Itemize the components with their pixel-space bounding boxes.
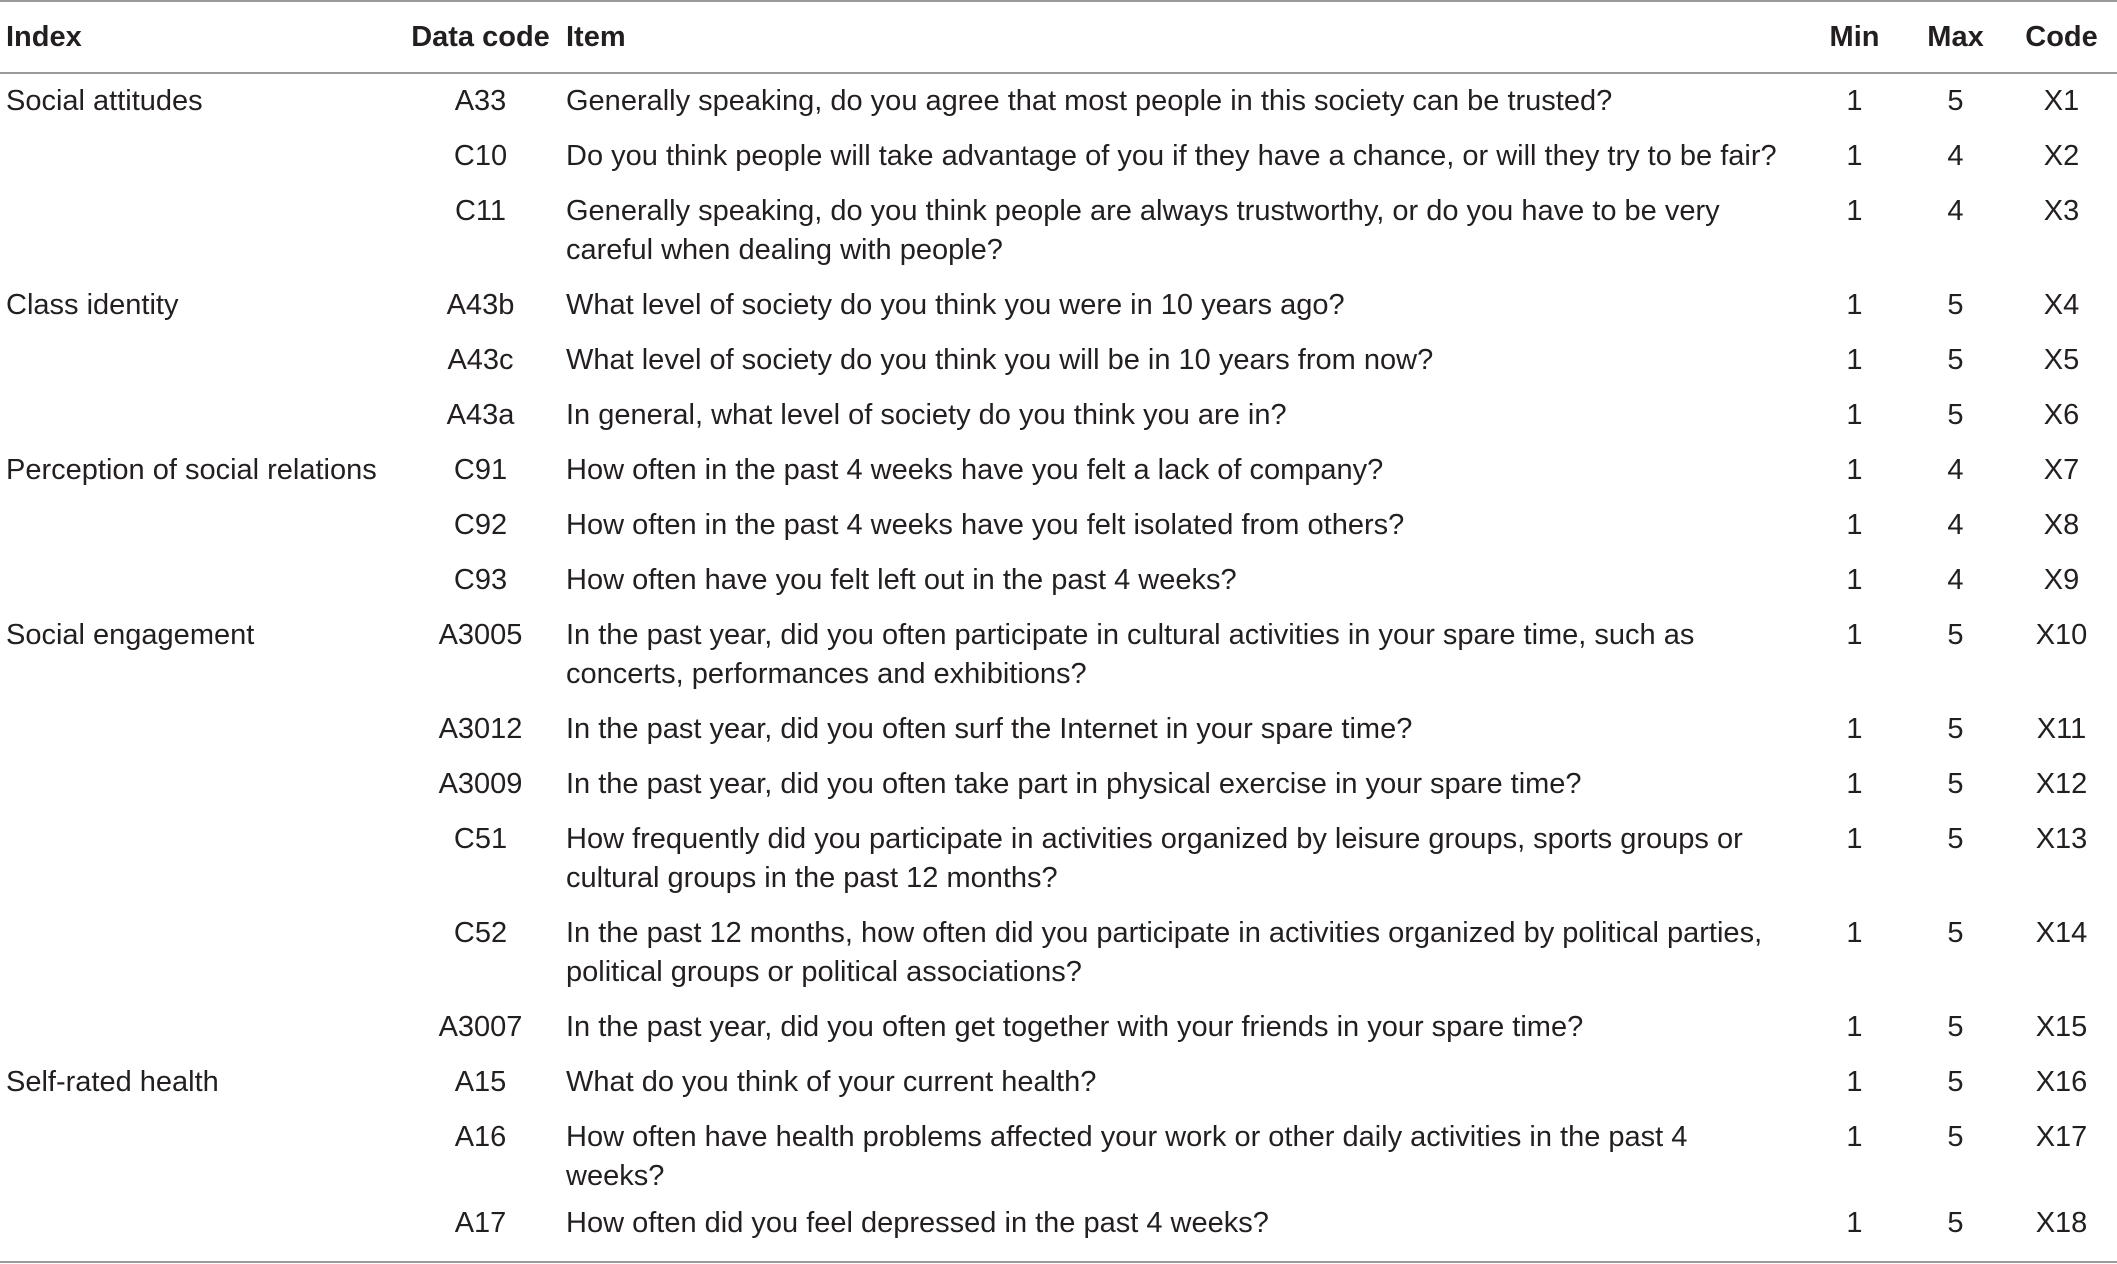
- table-row: [0, 608, 2117, 702]
- table-row: [0, 1000, 2117, 1055]
- cell-index: Perception of social relations: [6, 454, 377, 486]
- cell-max: 5: [1947, 344, 1964, 376]
- cell-max: 5: [1947, 713, 1964, 745]
- cell-min: 1: [1846, 619, 1863, 651]
- cell-index: [0, 498, 395, 553]
- cell-index: [0, 1000, 395, 1055]
- cell-index: [0, 702, 395, 757]
- table-header: [0, 1, 2117, 73]
- table-row: [0, 443, 2117, 498]
- cell-code: X18: [2035, 1207, 2088, 1239]
- cell-max: 5: [1947, 1121, 1964, 1153]
- cell-item: What do you think of your current health?: [566, 1066, 1097, 1098]
- table-row: [0, 1055, 2117, 1110]
- cell-min: 1: [1846, 917, 1863, 949]
- cell-data-code: C51: [453, 823, 508, 855]
- table-row: [0, 1110, 2117, 1196]
- cell-code: X12: [2035, 768, 2088, 800]
- cell-item: In general, what level of society do you think you are in?: [566, 399, 1287, 431]
- cell-data-code: A17: [454, 1207, 507, 1239]
- cell-min: 1: [1846, 399, 1863, 431]
- cell-min: 1: [1846, 1207, 1863, 1239]
- cell-data-code: A3009: [438, 768, 523, 800]
- table-row: [0, 906, 2117, 1000]
- cell-data-code: C91: [453, 454, 508, 486]
- cell-code: X9: [2043, 564, 2080, 596]
- cell-max: 5: [1947, 399, 1964, 431]
- cell-data-code: A16: [454, 1121, 507, 1153]
- cell-code: X16: [2035, 1066, 2088, 1098]
- cell-code: X14: [2035, 917, 2088, 949]
- cell-item: In the past year, did you often get together with your friends in your spare time?: [566, 1011, 1584, 1043]
- cell-index: [0, 129, 395, 184]
- cell-item: In the past year, did you often participate in cultural activities in your spare time, such as concerts, performances and exhibitions?: [566, 619, 1695, 690]
- cell-data-code: C93: [453, 564, 508, 596]
- cell-data-code: C52: [453, 917, 508, 949]
- header-row: [0, 1, 2117, 73]
- cell-max: 4: [1947, 140, 1964, 172]
- table-row: [0, 498, 2117, 553]
- cell-max: 5: [1947, 85, 1964, 117]
- table-row: [0, 757, 2117, 812]
- cell-data-code: A33: [454, 85, 507, 117]
- cell-min: 1: [1846, 823, 1863, 855]
- cell-index: [0, 1110, 395, 1196]
- cell-min: 1: [1846, 289, 1863, 321]
- cell-item: How often have you felt left out in the past 4 weeks?: [566, 564, 1237, 596]
- header-min: Min: [1829, 20, 1880, 53]
- footer-rule: [0, 1262, 2117, 1263]
- cell-max: 5: [1947, 619, 1964, 651]
- cell-data-code: A15: [454, 1066, 507, 1098]
- header-code: Code: [2025, 20, 2098, 53]
- cell-index: [0, 812, 395, 906]
- cell-code: X8: [2043, 509, 2080, 541]
- cell-min: 1: [1846, 85, 1863, 117]
- cell-index: [0, 757, 395, 812]
- cell-index: [0, 906, 395, 1000]
- header-item: Item: [566, 20, 626, 53]
- cell-code: X5: [2043, 344, 2080, 376]
- cell-code: X3: [2043, 195, 2080, 227]
- cell-data-code: A3005: [438, 619, 523, 651]
- table-row: [0, 812, 2117, 906]
- table-row: [0, 129, 2117, 184]
- cell-index: Social attitudes: [6, 85, 203, 117]
- cell-max: 5: [1947, 1207, 1964, 1239]
- table-row: [0, 184, 2117, 278]
- cell-min: 1: [1846, 344, 1863, 376]
- cell-code: X11: [2036, 713, 2087, 745]
- cell-item: How often in the past 4 weeks have you felt isolated from others?: [566, 509, 1405, 541]
- cell-code: X15: [2035, 1011, 2088, 1043]
- cell-data-code: A43c: [447, 344, 514, 376]
- cell-min: 1: [1846, 454, 1863, 486]
- cell-data-code: A43a: [446, 399, 515, 431]
- cell-min: 1: [1846, 564, 1863, 596]
- cell-item: How frequently did you participate in activities organized by leisure groups, sports groups or cultural groups in the past 12 months?: [566, 823, 1743, 894]
- cell-item: What level of society do you think you were in 10 years ago?: [566, 289, 1345, 321]
- cell-code: X13: [2035, 823, 2088, 855]
- bottom-border: [0, 1262, 2117, 1263]
- cell-min: 1: [1846, 509, 1863, 541]
- cell-item: How often did you feel depressed in the past 4 weeks?: [566, 1207, 1269, 1239]
- cell-index: [0, 1196, 395, 1262]
- cell-item: In the past 12 months, how often did you participate in activities organized by political parties, political groups or political associations?: [566, 917, 1763, 988]
- cell-item: Generally speaking, do you think people are always trustworthy, or do you have to be very careful when dealing with people?: [566, 195, 1720, 266]
- cell-data-code: C11: [454, 195, 507, 227]
- cell-data-code: A3007: [438, 1011, 523, 1043]
- cell-item: How often in the past 4 weeks have you felt a lack of company?: [566, 454, 1384, 486]
- cell-code: X2: [2043, 140, 2080, 172]
- table-body: [0, 73, 2117, 1262]
- cell-min: 1: [1846, 1121, 1863, 1153]
- cell-data-code: C92: [453, 509, 508, 541]
- table-footer: [0, 1262, 2117, 1263]
- table-row: [0, 278, 2117, 333]
- cell-min: 1: [1846, 195, 1863, 227]
- header-index: Index: [6, 20, 82, 53]
- cell-index: Social engagement: [6, 619, 255, 651]
- cell-index: [0, 333, 395, 388]
- cell-code: X4: [2043, 289, 2080, 321]
- cell-code: X7: [2043, 454, 2080, 486]
- cell-max: 4: [1947, 564, 1964, 596]
- cell-max: 4: [1947, 454, 1964, 486]
- cell-index: [0, 388, 395, 443]
- cell-max: 5: [1947, 768, 1964, 800]
- cell-item: Generally speaking, do you agree that most people in this society can be trusted?: [566, 85, 1613, 117]
- cell-min: 1: [1846, 140, 1863, 172]
- cell-max: 5: [1947, 917, 1964, 949]
- cell-max: 5: [1947, 1066, 1964, 1098]
- cell-item: How often have health problems affected your work or other daily activities in the past 4 weeks?: [566, 1121, 1688, 1192]
- cell-min: 1: [1846, 1066, 1863, 1098]
- cell-index: Class identity: [6, 289, 179, 321]
- table-row: [0, 73, 2117, 129]
- cell-min: 1: [1846, 1011, 1863, 1043]
- table-row: [0, 553, 2117, 608]
- header-max: Max: [1927, 20, 1984, 53]
- cell-item: In the past year, did you often surf the Internet in your spare time?: [566, 713, 1413, 745]
- cell-index: [0, 553, 395, 608]
- cell-min: 1: [1846, 768, 1863, 800]
- table-row: [0, 702, 2117, 757]
- cell-item: In the past year, did you often take part in physical exercise in your spare time?: [566, 768, 1582, 800]
- cell-max: 4: [1947, 509, 1964, 541]
- cell-max: 5: [1947, 1011, 1964, 1043]
- cell-code: X1: [2043, 85, 2080, 117]
- table-row: [0, 333, 2117, 388]
- cell-code: X17: [2035, 1121, 2088, 1153]
- cell-code: X6: [2043, 399, 2080, 431]
- cell-data-code: A43b: [446, 289, 515, 321]
- cell-item: What level of society do you think you will be in 10 years from now?: [566, 344, 1434, 376]
- cell-max: 4: [1947, 195, 1964, 227]
- cell-max: 5: [1947, 823, 1964, 855]
- cell-max: 5: [1947, 289, 1964, 321]
- cell-data-code: A3012: [438, 713, 523, 745]
- header-data-code: Data code: [411, 20, 550, 53]
- cell-item: Do you think people will take advantage of you if they have a chance, or will they try to be fair?: [566, 140, 1777, 172]
- cell-index: Self-rated health: [6, 1066, 219, 1098]
- table-row: [0, 388, 2117, 443]
- table-row: [0, 1196, 2117, 1262]
- cell-index: [0, 184, 395, 278]
- cell-data-code: C10: [453, 140, 508, 172]
- cell-code: X10: [2035, 619, 2088, 651]
- cell-min: 1: [1846, 713, 1863, 745]
